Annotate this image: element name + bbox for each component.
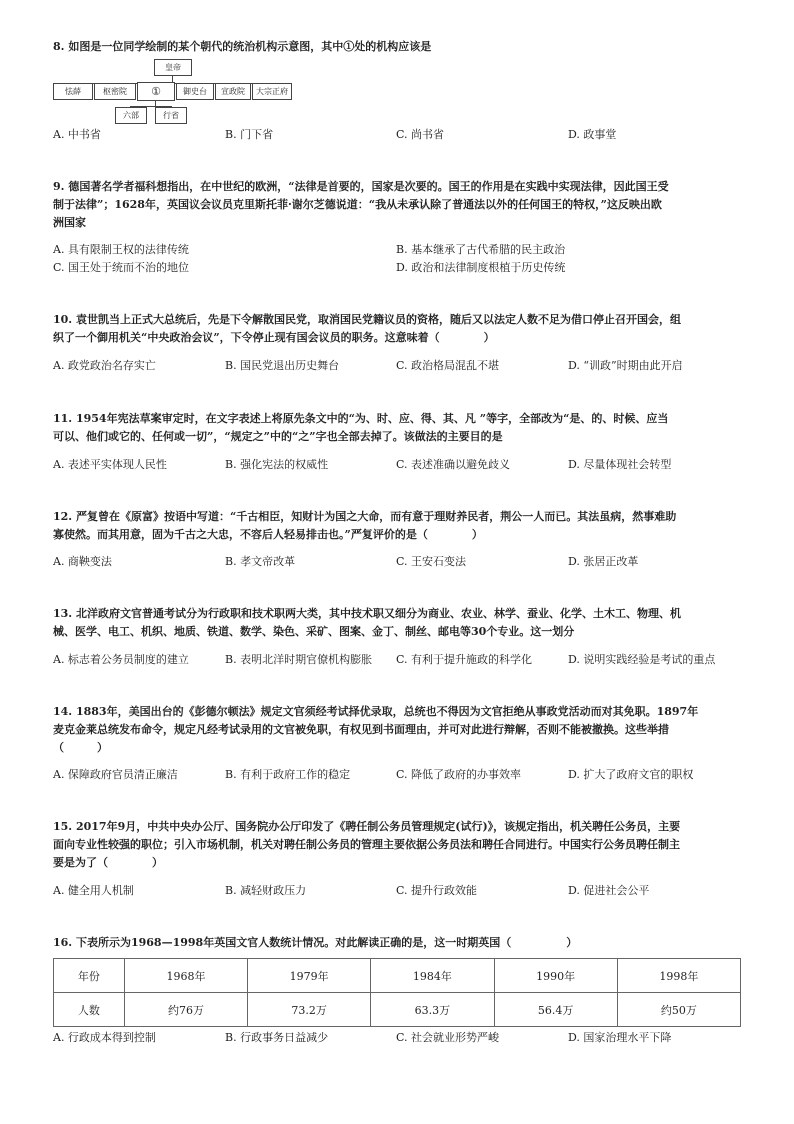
- diagram-xuanzhengyuan: 宣政院: [215, 83, 251, 100]
- question-13: [53, 605, 743, 641]
- table-cell: 1990年: [494, 959, 617, 993]
- option-c[interactable]: C. 国王处于统而不治的地位: [53, 261, 190, 274]
- diagram-qiexue: 怯薛: [53, 83, 93, 100]
- option-d[interactable]: D. “训政”时期由此开启: [568, 359, 683, 372]
- table-row: [54, 959, 741, 993]
- option-b[interactable]: B. 门下省: [225, 128, 274, 141]
- diagram-yushitai: 御史台: [176, 83, 214, 100]
- diagram-blank-1: ①: [137, 82, 175, 101]
- option-c[interactable]: C. 有利于提升施政的科学化: [396, 653, 533, 666]
- option-d[interactable]: D. 国家治理水平下降: [568, 1031, 672, 1044]
- option-c[interactable]: C. 尚书省: [396, 128, 445, 141]
- table-cell: 1979年: [248, 959, 371, 993]
- option-c[interactable]: C. 社会就业形势严峻: [396, 1031, 500, 1044]
- table-cell: 约76万: [124, 993, 247, 1027]
- diagram-liubu: 六部: [115, 107, 147, 124]
- option-d[interactable]: D. 尽量体现社会转型: [568, 458, 672, 471]
- question-12-line-2: 寡使然。而其用意，固为千古之大忠，不容后人轻易排击也。”严复评价的是（ ）: [53, 528, 483, 541]
- table-cell: 年份: [54, 959, 125, 993]
- option-a[interactable]: A. 中书省: [53, 128, 101, 141]
- question-14-line-3: （ ）: [53, 741, 108, 754]
- table-cell: 56.4万: [494, 993, 617, 1027]
- option-d[interactable]: D. 促进社会公平: [568, 884, 650, 897]
- option-b[interactable]: B. 孝文帝改革: [225, 555, 296, 568]
- question-15-line-2: 面向专业性较强的职位；引入市场机制，机关对聘任制公务员的管理主要依据公务员法和聘任合同进行。中国实行公务员聘任制主: [53, 838, 680, 851]
- question-11: [53, 410, 743, 446]
- table-cell: 约50万: [617, 993, 740, 1027]
- question-8-text: 8. 如图是一位同学绘制的某个朝代的统治机构示意图，其中①处的机构应该是: [53, 40, 432, 53]
- question-8: [53, 38, 743, 56]
- table-row: [54, 993, 741, 1027]
- option-a[interactable]: A. 政党政治名存实亡: [53, 359, 156, 372]
- table-cell: 人数: [54, 993, 125, 1027]
- question-13-line-2: 械、医学、电工、机织、地质、铁道、数学、染色、采矿、图案、金丁、制丝、邮电等30个专业。这一划分: [53, 625, 575, 638]
- table-cell: 1984年: [371, 959, 494, 993]
- question-11-line-1: 11. 1954年宪法草案审定时，在文字表述上将原先条文中的“为、时、应、得、其、凡 ”等字，全部改为“是、的、时候、应当: [53, 412, 669, 425]
- option-b[interactable]: B. 基本继承了古代希腊的民主政治: [396, 243, 566, 256]
- question-10: [53, 311, 743, 347]
- option-c[interactable]: C. 表述准确以避免歧义: [396, 458, 511, 471]
- option-c[interactable]: C. 王安石变法: [396, 555, 467, 568]
- table-cell: 63.3万: [371, 993, 494, 1027]
- question-13-line-1: 13. 北洋政府文官普通考试分为行政职和技术职两大类，其中技术职又细分为商业、农业、林学、蚕业、化学、土木工、物理、机: [53, 607, 681, 620]
- diagram-shumiyuan: 枢密院: [94, 83, 136, 100]
- option-a[interactable]: A. 商鞅变法: [53, 555, 112, 568]
- option-d[interactable]: D. 政事堂: [568, 128, 617, 141]
- option-b[interactable]: B. 强化宪法的权威性: [225, 458, 329, 471]
- diagram-dazongzhengfu: 大宗正府: [252, 83, 292, 100]
- option-a[interactable]: A. 表述平实体现人民性: [53, 458, 167, 471]
- option-c[interactable]: C. 提升行政效能: [396, 884, 478, 897]
- question-11-line-2: 可以、他们或它的、任何或一切”，“规定之”中的“之”字也全部去掉了。该做法的主要目的是: [53, 430, 503, 443]
- question-15: [53, 818, 743, 872]
- option-a[interactable]: A. 行政成本得到控制: [53, 1031, 156, 1044]
- option-a[interactable]: A. 保障政府官员清正廉洁: [53, 768, 178, 781]
- option-d[interactable]: D. 政治和法律制度根植于历史传统: [396, 261, 566, 274]
- question-15-line-1: 15. 2017年9月，中共中央办公厅、国务院办公厅印发了《聘任制公务员管理规定(试行)》，该规定指出，机关聘任公务员，主要: [53, 820, 681, 833]
- option-d[interactable]: D. 张居正改革: [568, 555, 639, 568]
- question-9: [53, 178, 743, 232]
- question-9-line-3: 洲国家: [53, 216, 86, 229]
- table-cell: 1968年: [124, 959, 247, 993]
- table-cell: 1998年: [617, 959, 740, 993]
- diagram-xingsheng: 行省: [155, 107, 187, 124]
- option-c[interactable]: C. 政治格局混乱不堪: [396, 359, 500, 372]
- option-b[interactable]: B. 国民党退出历史舞台: [225, 359, 340, 372]
- question-14-line-2: 麦克金莱总统发布命令，规定凡经考试录用的文官被免职，有权见到书面理由，并可对此进行辩解，否则不能被撤换。这些举措: [53, 723, 669, 736]
- question-14: [53, 703, 743, 757]
- option-d[interactable]: D. 说明实践经验是考试的重点: [568, 653, 716, 666]
- question-16: [53, 934, 743, 952]
- question-16-text: 16. 下表所示为1968—1998年英国文官人数统计情况。对此解读正确的是，这一时期英国（ ）: [53, 936, 578, 949]
- question-12: [53, 508, 743, 544]
- option-a[interactable]: A. 标志着公务员制度的建立: [53, 653, 189, 666]
- question-9-line-2: 制于法律”；1628年，英国议会议员克里斯托菲·谢尔芝德说道：“我从未承认除了普通法以外的任何国王的特权，”这反映出欧: [53, 198, 662, 211]
- option-b[interactable]: B. 表明北洋时期官僚机构膨胀: [225, 653, 373, 666]
- option-b[interactable]: B. 行政事务日益减少: [225, 1031, 329, 1044]
- option-d[interactable]: D. 扩大了政府文官的职权: [568, 768, 694, 781]
- question-12-line-1: 12. 严复曾在《原富》按语中写道：“千古相臣，知财计为国之大命，而有意于理财养民者，荆公一人而已。其法虽病，然事难助: [53, 510, 677, 523]
- question-9-line-1: 9. 德国著名学者福科想指出，在中世纪的欧洲，“法律是首要的，国家是次要的。国王的作用是在实践中实现法律，因此国王受: [53, 180, 669, 193]
- option-b[interactable]: B. 减轻财政压力: [225, 884, 307, 897]
- option-a[interactable]: A. 具有限制王权的法律传统: [53, 243, 189, 256]
- option-a[interactable]: A. 健全用人机制: [53, 884, 134, 897]
- question-14-line-1: 14. 1883年，美国出台的《彭德尔顿法》规定文官须经考试择优录取，总统也不得因为文官拒绝从事政党活动而对其免职。1897年: [53, 705, 699, 718]
- diagram-emperor: 皇帝: [154, 59, 192, 76]
- question-15-line-3: 要是为了（ ）: [53, 856, 163, 869]
- question-10-line-2: 织了一个御用机关“中央政治会议”，下令停止现有国会议员的职务。这意味着（ ）: [53, 331, 495, 344]
- civil-servant-table: [53, 958, 741, 1027]
- option-c[interactable]: C. 降低了政府的办事效率: [396, 768, 522, 781]
- option-b[interactable]: B. 有利于政府工作的稳定: [225, 768, 351, 781]
- table-cell: 73.2万: [248, 993, 371, 1027]
- question-10-line-1: 10. 袁世凯当上正式大总统后，先是下令解散国民党，取消国民党籍议员的资格，随后又以法定人数不足为借口停止召开国会，组: [53, 313, 681, 326]
